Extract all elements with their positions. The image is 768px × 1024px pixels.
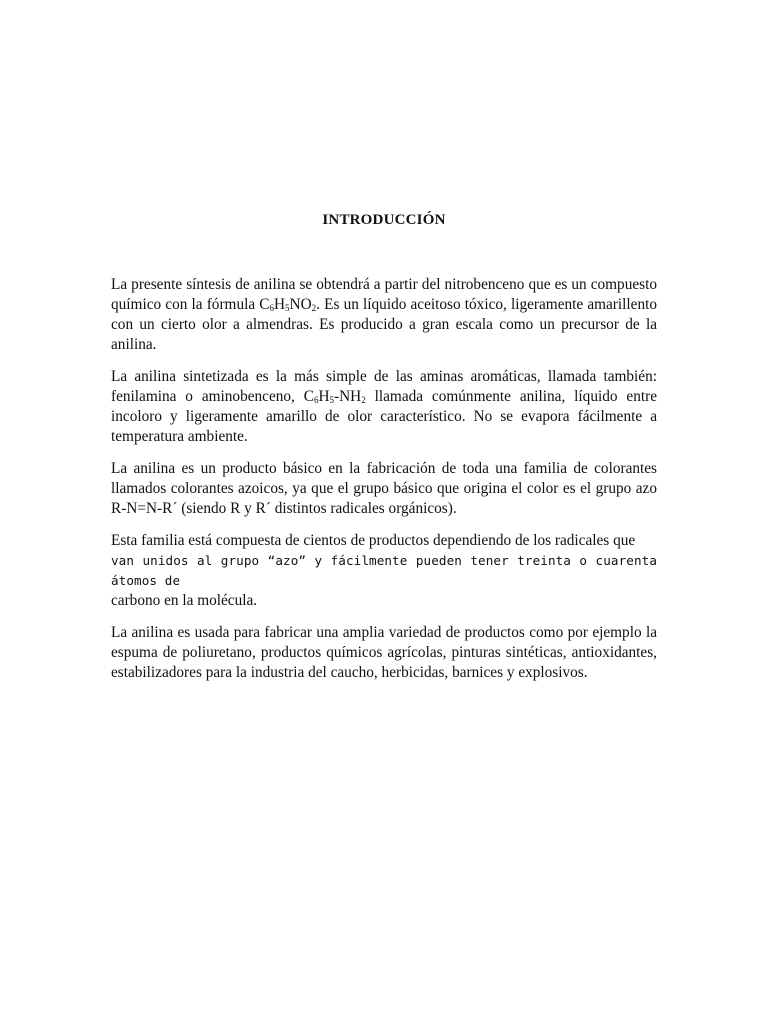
formula-no: NO — [289, 296, 312, 313]
paragraph-3: La anilina es un producto básico en la fabricación de toda una familia de colorantes llamados colorantes azoicos, ya que el grupo básico que origina el color es el grupo azo R-N=N-R´ (siendo R y R´ distintos radicales orgánicos). — [111, 460, 657, 517]
paragraph-1-text-d: . Es un líquido aceitoso tóxico, ligeramente amarillento con un cierto olor a almendras. Es producido a gran escala como un precursor de la anilina. — [111, 296, 657, 353]
paragraph-1 — [111, 275, 657, 355]
subscript: 2 — [311, 303, 317, 313]
paragraph-4-line-3: carbono en la molécula. — [111, 592, 258, 609]
formula-h: H — [273, 296, 286, 313]
paragraph-4-line-1: Esta familia está compuesta de cientos de productos dependiendo de los radicales que — [111, 532, 636, 549]
paragraph-2-text-a: La anilina sintetizada es la más simple de las aminas aromáticas, llamada también: fenilamina o aminobenceno, C — [111, 368, 657, 405]
paragraph-4 — [111, 531, 657, 611]
document-title: INTRODUCCIÓN — [322, 212, 446, 228]
document-body — [111, 275, 657, 695]
paragraph-1-text-a: La presente síntesis de anilina se obtendrá a partir del nitrobenceno que es un compuesto químico con la fórmula C — [111, 276, 657, 313]
subscript: 2 — [361, 395, 366, 405]
paragraph-2 — [111, 367, 657, 447]
subscript: 5 — [285, 303, 290, 313]
paragraph-5: La anilina es usada para fabricar una amplia variedad de productos como por ejemplo la espuma de poliuretano, productos químicos agrícolas, pinturas sintéticas, antioxidantes, estabilizadores para la industria del caucho, herbicidas, barnices y explosivos. — [111, 624, 657, 681]
subscript: 6 — [269, 303, 274, 313]
formula-nh: -NH — [334, 388, 362, 405]
paragraph-2-text-d: llamada comúnmente anilina, líquido entre incoloro y ligeramente amarillo de olor característico. No se evapora fácilmente a temperatura ambiente. — [111, 388, 657, 445]
paragraph-4-line-2: van unidos al grupo “azo” y fácilmente pueden tener treinta o cuarenta átomos de — [111, 553, 657, 588]
subscript: 6 — [313, 395, 319, 405]
formula-h: H — [318, 388, 330, 405]
subscript: 5 — [329, 395, 335, 405]
